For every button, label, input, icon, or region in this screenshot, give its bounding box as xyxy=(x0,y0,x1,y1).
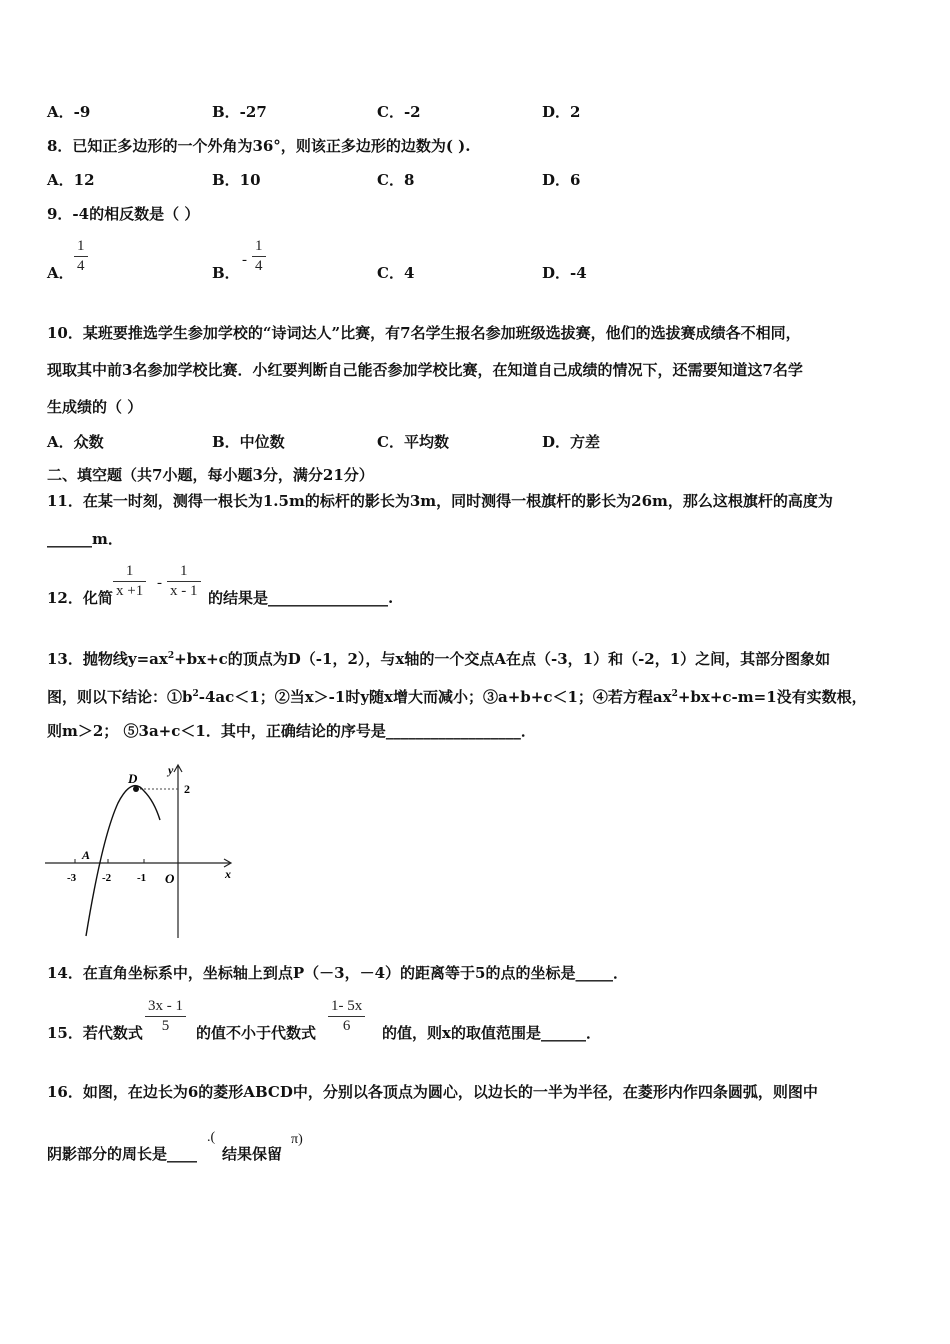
q13-line-2-part-b: -4ac＜1；②当x＞-1时y随x增大而减小；③a+b+c＜1；④若方程ax xyxy=(198,688,672,706)
q16-line-2-part-a: 阴影部分的周长是____ xyxy=(47,1145,198,1163)
fraction-bar xyxy=(145,1016,186,1017)
q13-exponent: 2 xyxy=(192,689,199,699)
fraction-numerator: 1 xyxy=(125,563,134,579)
label-x-tick-minus-1: -1 xyxy=(137,872,147,884)
q9-option-a-label: A． xyxy=(47,264,74,282)
fraction-denominator: 4 xyxy=(255,258,263,274)
q13-exponent: 2 xyxy=(671,689,678,699)
fraction-bar xyxy=(252,256,266,257)
q13-line-1 xyxy=(47,646,830,669)
q7-option-b: B．-27 xyxy=(212,103,267,121)
q12-prefix: 12．化简 xyxy=(47,589,113,607)
fraction-bar xyxy=(113,581,146,582)
vertex-point xyxy=(133,786,139,792)
fraction-bar xyxy=(328,1016,365,1017)
fraction-denominator: 4 xyxy=(77,258,85,274)
q8-option-d: D．6 xyxy=(542,171,581,189)
fraction-denominator: 6 xyxy=(342,1018,351,1034)
q12-suffix: 的结果是________________. xyxy=(208,589,394,607)
label-x-tick-minus-2: -2 xyxy=(102,872,112,884)
q13-exponent: 2 xyxy=(167,651,175,661)
q12-fraction-1 xyxy=(113,563,146,600)
q8-stem: 8．已知正多边形的一个外角为36°，则该正多边形的边数为( ). xyxy=(47,137,471,155)
q9-option-b-label: B． xyxy=(212,264,240,282)
fraction-bar xyxy=(74,256,88,257)
fraction-numerator: 1 xyxy=(77,238,85,254)
q15-prefix: 15．若代数式 xyxy=(47,1024,143,1042)
q10-line-3: 生成绩的（ ） xyxy=(47,398,143,416)
q13-line-2 xyxy=(47,684,867,707)
q7-option-c: C．-2 xyxy=(377,103,421,121)
fraction-numerator: 1- 5x xyxy=(331,998,363,1014)
q13-line-1-part-a: 13．抛物线y=ax xyxy=(47,650,168,668)
q10-line-2: 现取其中前3名参加学校比赛．小红要判断自己能否参加学校比赛，在知道自己成绩的情况下，还需要知道这7名学 xyxy=(47,361,803,379)
q13-line-2-part-a: 图，则以下结论：①b xyxy=(47,688,193,706)
q13-line-3: 则m＞2； ⑤3a+c＜1．其中，正确结论的序号是__________________． xyxy=(47,722,536,740)
q10-option-d: D．方差 xyxy=(542,433,601,451)
q10-option-c: C．平均数 xyxy=(377,433,449,451)
label-x: x xyxy=(225,867,231,881)
q9-stem: 9．-4的相反数是（ ） xyxy=(47,205,200,223)
q15-suffix: 的值，则x的取值范围是______． xyxy=(382,1024,601,1042)
fraction-denominator: x - 1 xyxy=(170,583,198,599)
section-2-heading: 二、填空题（共7小题，每小题3分，满分21分） xyxy=(47,466,374,484)
q13-line-1-part-b: +bx+c的顶点为D（-1，2），与x轴的一个交点A在点（-3，1）和（-2，1）之间，其部分图象如 xyxy=(174,650,831,668)
q15-fraction-2 xyxy=(328,998,365,1035)
q8-option-c: C．8 xyxy=(377,171,415,189)
q16-pi: π) xyxy=(291,1132,303,1147)
q7-option-d: D．2 xyxy=(542,103,581,121)
label-x-tick-minus-3: -3 xyxy=(67,872,77,884)
label-A: A xyxy=(82,848,91,862)
q8-option-b: B．10 xyxy=(212,171,261,189)
q15-middle: 的值不小于代数式 xyxy=(196,1024,317,1042)
q9-option-b-sign: - xyxy=(242,252,247,268)
label-y: y xyxy=(168,763,174,777)
q13-parabola-graph xyxy=(40,758,240,943)
q12-fraction-2 xyxy=(167,563,201,600)
fraction-denominator: x +1 xyxy=(116,583,144,599)
q12-minus: - xyxy=(157,575,162,591)
q9-option-d: D．-4 xyxy=(542,264,587,282)
label-origin: O xyxy=(165,871,175,886)
q10-option-b: B．中位数 xyxy=(212,433,285,451)
q13-line-2-part-c: +bx+c-m=1没有实数根， xyxy=(677,688,867,706)
q11-line-1: 11．在某一时刻，测得一根长为1.5m的标杆的影长为3m，同时测得一根旗杆的影长为26m，那么这根旗杆的高度为 xyxy=(47,492,833,510)
q11-line-2: ______m． xyxy=(47,530,123,548)
q10-line-1: 10．某班要推选学生参加学校的“诗词达人”比赛，有7名学生报名参加班级选拔赛，他们的选拔赛成绩各不相同， xyxy=(47,324,801,342)
fraction-bar xyxy=(167,581,201,582)
q7-option-a: A．-9 xyxy=(47,103,91,121)
q8-option-a: A．12 xyxy=(47,171,95,189)
fraction-numerator: 1 xyxy=(255,238,263,254)
fraction-numerator: 1 xyxy=(180,563,188,579)
q10-option-a: A．众数 xyxy=(47,433,104,451)
parabola-curve xyxy=(86,786,160,936)
q9-option-c: C．4 xyxy=(377,264,415,282)
label-D: D xyxy=(128,771,138,786)
fraction-numerator: 3x - 1 xyxy=(148,998,183,1014)
q14-stem: 14．在直角坐标系中，坐标轴上到点P（－3，－4）的距离等于5的点的坐标是_____． xyxy=(47,964,628,982)
q9-option-b-fraction xyxy=(252,238,266,275)
q9-option-a-fraction xyxy=(74,238,88,275)
label-y-tick-2: 2 xyxy=(184,782,190,796)
fraction-denominator: 5 xyxy=(161,1018,170,1034)
q16-line-1: 16．如图，在边长为6的菱形ABCD中，分别以各顶点为圆心，以边长的一半为半径，在菱形内作四条圆弧，则图中 xyxy=(47,1083,818,1101)
q16-paren: .( xyxy=(207,1130,216,1145)
q16-line-2-part-b: 结果保留 xyxy=(222,1145,283,1163)
q15-fraction-1 xyxy=(145,998,186,1035)
